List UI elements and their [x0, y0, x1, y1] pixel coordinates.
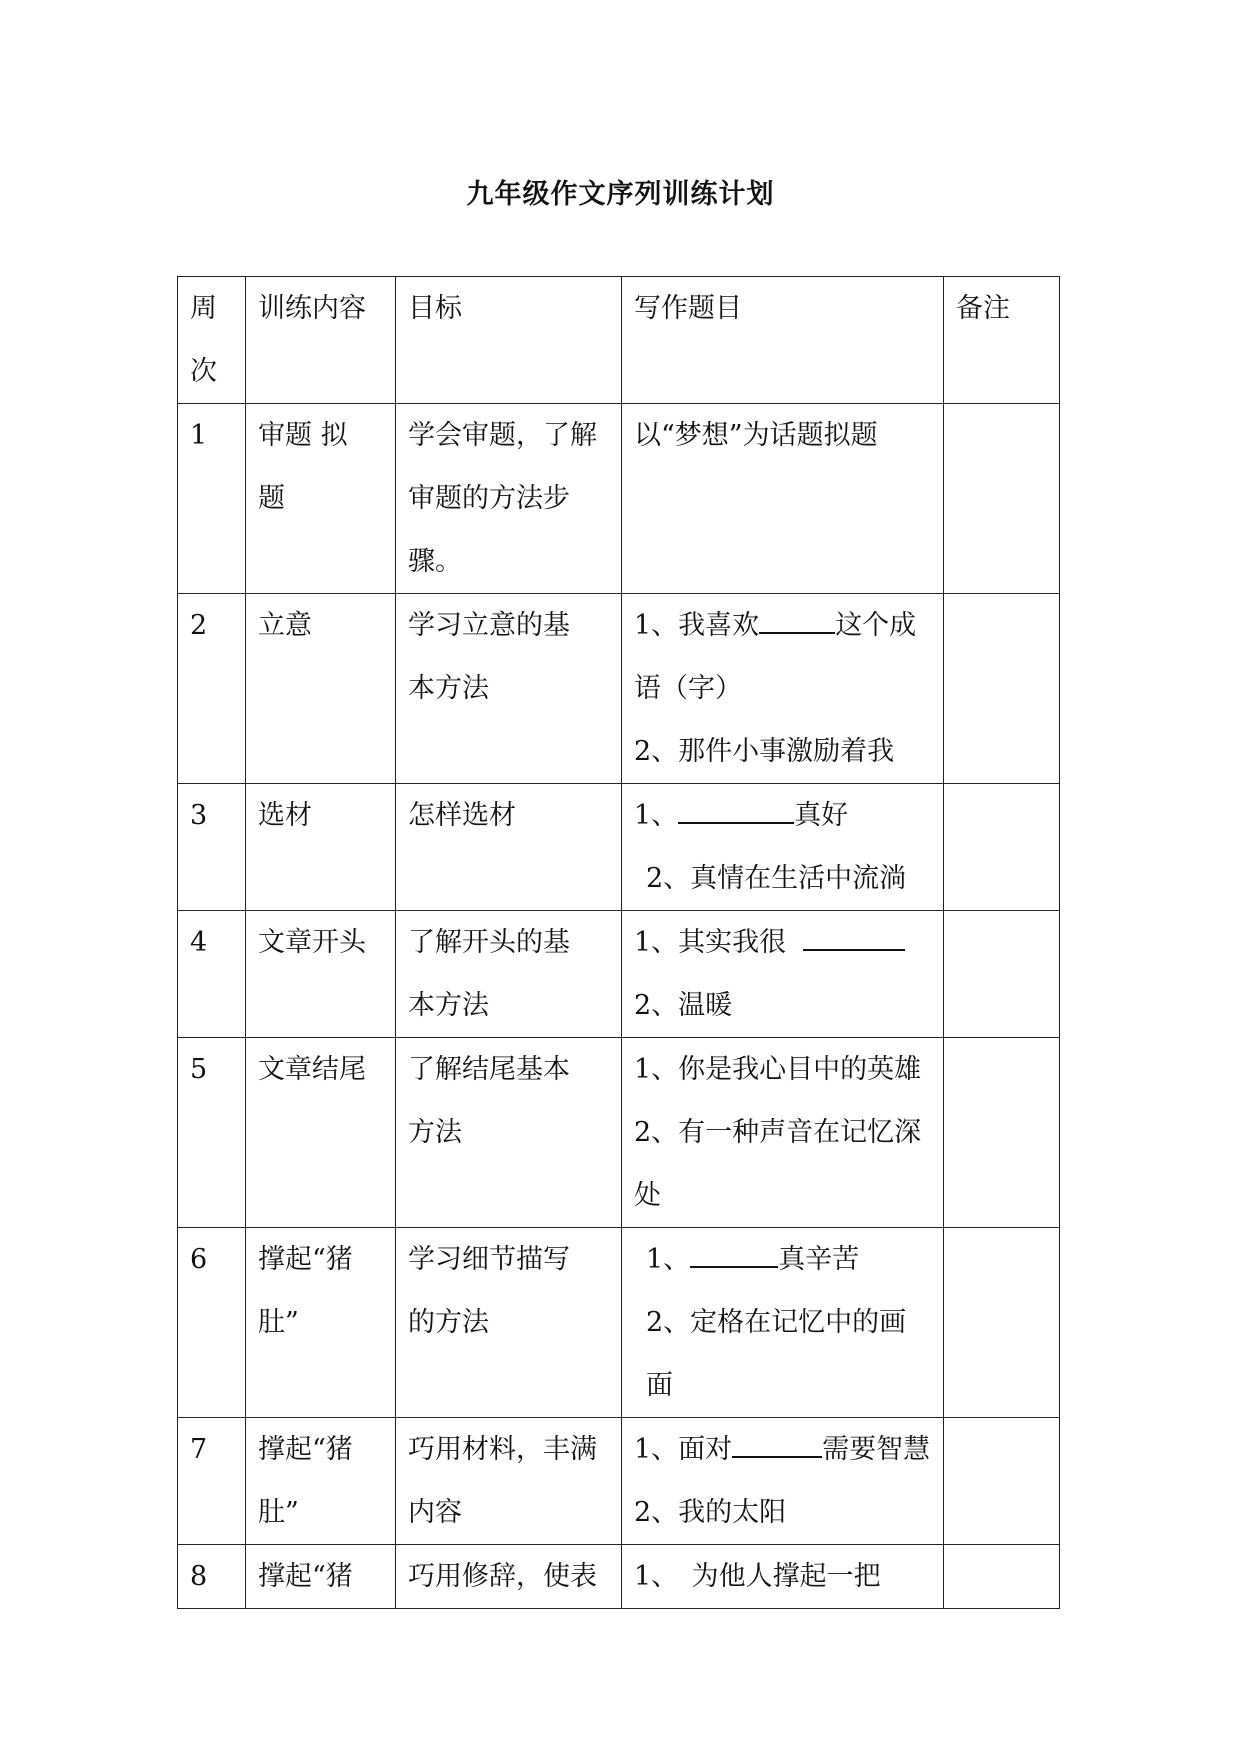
cell-week: 1 — [178, 404, 246, 594]
header-goal: 目标 — [396, 277, 622, 404]
cell-goal: 学会审题，了解 审题的方法步 骤。 — [396, 404, 622, 594]
header-week: 周 次 — [178, 277, 246, 404]
cell-goal: 巧用修辞，使表 — [396, 1545, 622, 1609]
cell-note — [944, 1545, 1060, 1609]
cell-week: 8 — [178, 1545, 246, 1609]
cell-content: 选材 — [246, 784, 396, 911]
cell-content: 立意 — [246, 594, 396, 784]
cell-note — [944, 784, 1060, 911]
header-content: 训练内容 — [246, 277, 396, 404]
cell-note — [944, 911, 1060, 1038]
cell-goal: 了解结尾基本 方法 — [396, 1038, 622, 1228]
table-row — [178, 1038, 1060, 1228]
table-row — [178, 1545, 1060, 1609]
cell-topic: 1、我喜欢 这个成 语（字） 2、那件小事激励着我 — [622, 594, 944, 784]
cell-content: 撑起“猪 肚” — [246, 1418, 396, 1545]
cell-week: 2 — [178, 594, 246, 784]
table-header-row — [178, 277, 1060, 404]
cell-content: 文章开头 — [246, 911, 396, 1038]
cell-goal: 怎样选材 — [396, 784, 622, 911]
cell-note — [944, 1228, 1060, 1418]
cell-week: 7 — [178, 1418, 246, 1545]
cell-topic: 1、你是我心目中的英雄 2、有一种声音在记忆深 处 — [622, 1038, 944, 1228]
cell-note — [944, 1418, 1060, 1545]
fill-blank — [732, 1434, 822, 1458]
cell-week: 5 — [178, 1038, 246, 1228]
cell-note — [944, 594, 1060, 784]
table-row — [178, 594, 1060, 784]
training-plan-table — [177, 276, 1060, 1609]
table-row — [178, 1228, 1060, 1418]
cell-note — [944, 404, 1060, 594]
cell-week: 6 — [178, 1228, 246, 1418]
table-row — [178, 404, 1060, 594]
document-title: 九年级作文序列训练计划 — [466, 179, 775, 210]
cell-topic: 1、面对 需要智慧 2、我的太阳 — [622, 1418, 944, 1545]
cell-topic: 以“梦想”为话题拟题 — [622, 404, 944, 594]
fill-blank — [759, 610, 835, 634]
cell-goal: 学习立意的基 本方法 — [396, 594, 622, 784]
cell-goal: 学习细节描写 的方法 — [396, 1228, 622, 1418]
fill-blank — [803, 927, 905, 951]
table-row — [178, 1418, 1060, 1545]
cell-goal: 巧用材料，丰满 内容 — [396, 1418, 622, 1545]
cell-content: 撑起“猪 肚” — [246, 1228, 396, 1418]
cell-content: 撑起“猪 — [246, 1545, 396, 1609]
cell-topic: 1、 真辛苦 2、定格在记忆中的画 面 — [622, 1228, 944, 1418]
cell-goal: 了解开头的基 本方法 — [396, 911, 622, 1038]
cell-content: 文章结尾 — [246, 1038, 396, 1228]
header-topic: 写作题目 — [622, 277, 944, 404]
cell-week: 4 — [178, 911, 246, 1038]
fill-blank — [690, 1244, 778, 1268]
cell-content: 审题 拟 题 — [246, 404, 396, 594]
fill-blank — [678, 800, 794, 824]
table-row — [178, 911, 1060, 1038]
cell-topic: 1、 为他人撑起一把 — [622, 1545, 944, 1609]
cell-note — [944, 1038, 1060, 1228]
cell-week: 3 — [178, 784, 246, 911]
header-note: 备注 — [944, 277, 1060, 404]
cell-topic: 1、 真好 2、真情在生活中流淌 — [622, 784, 944, 911]
cell-topic: 1、其实我很 2、温暖 — [622, 911, 944, 1038]
table-row — [178, 784, 1060, 911]
